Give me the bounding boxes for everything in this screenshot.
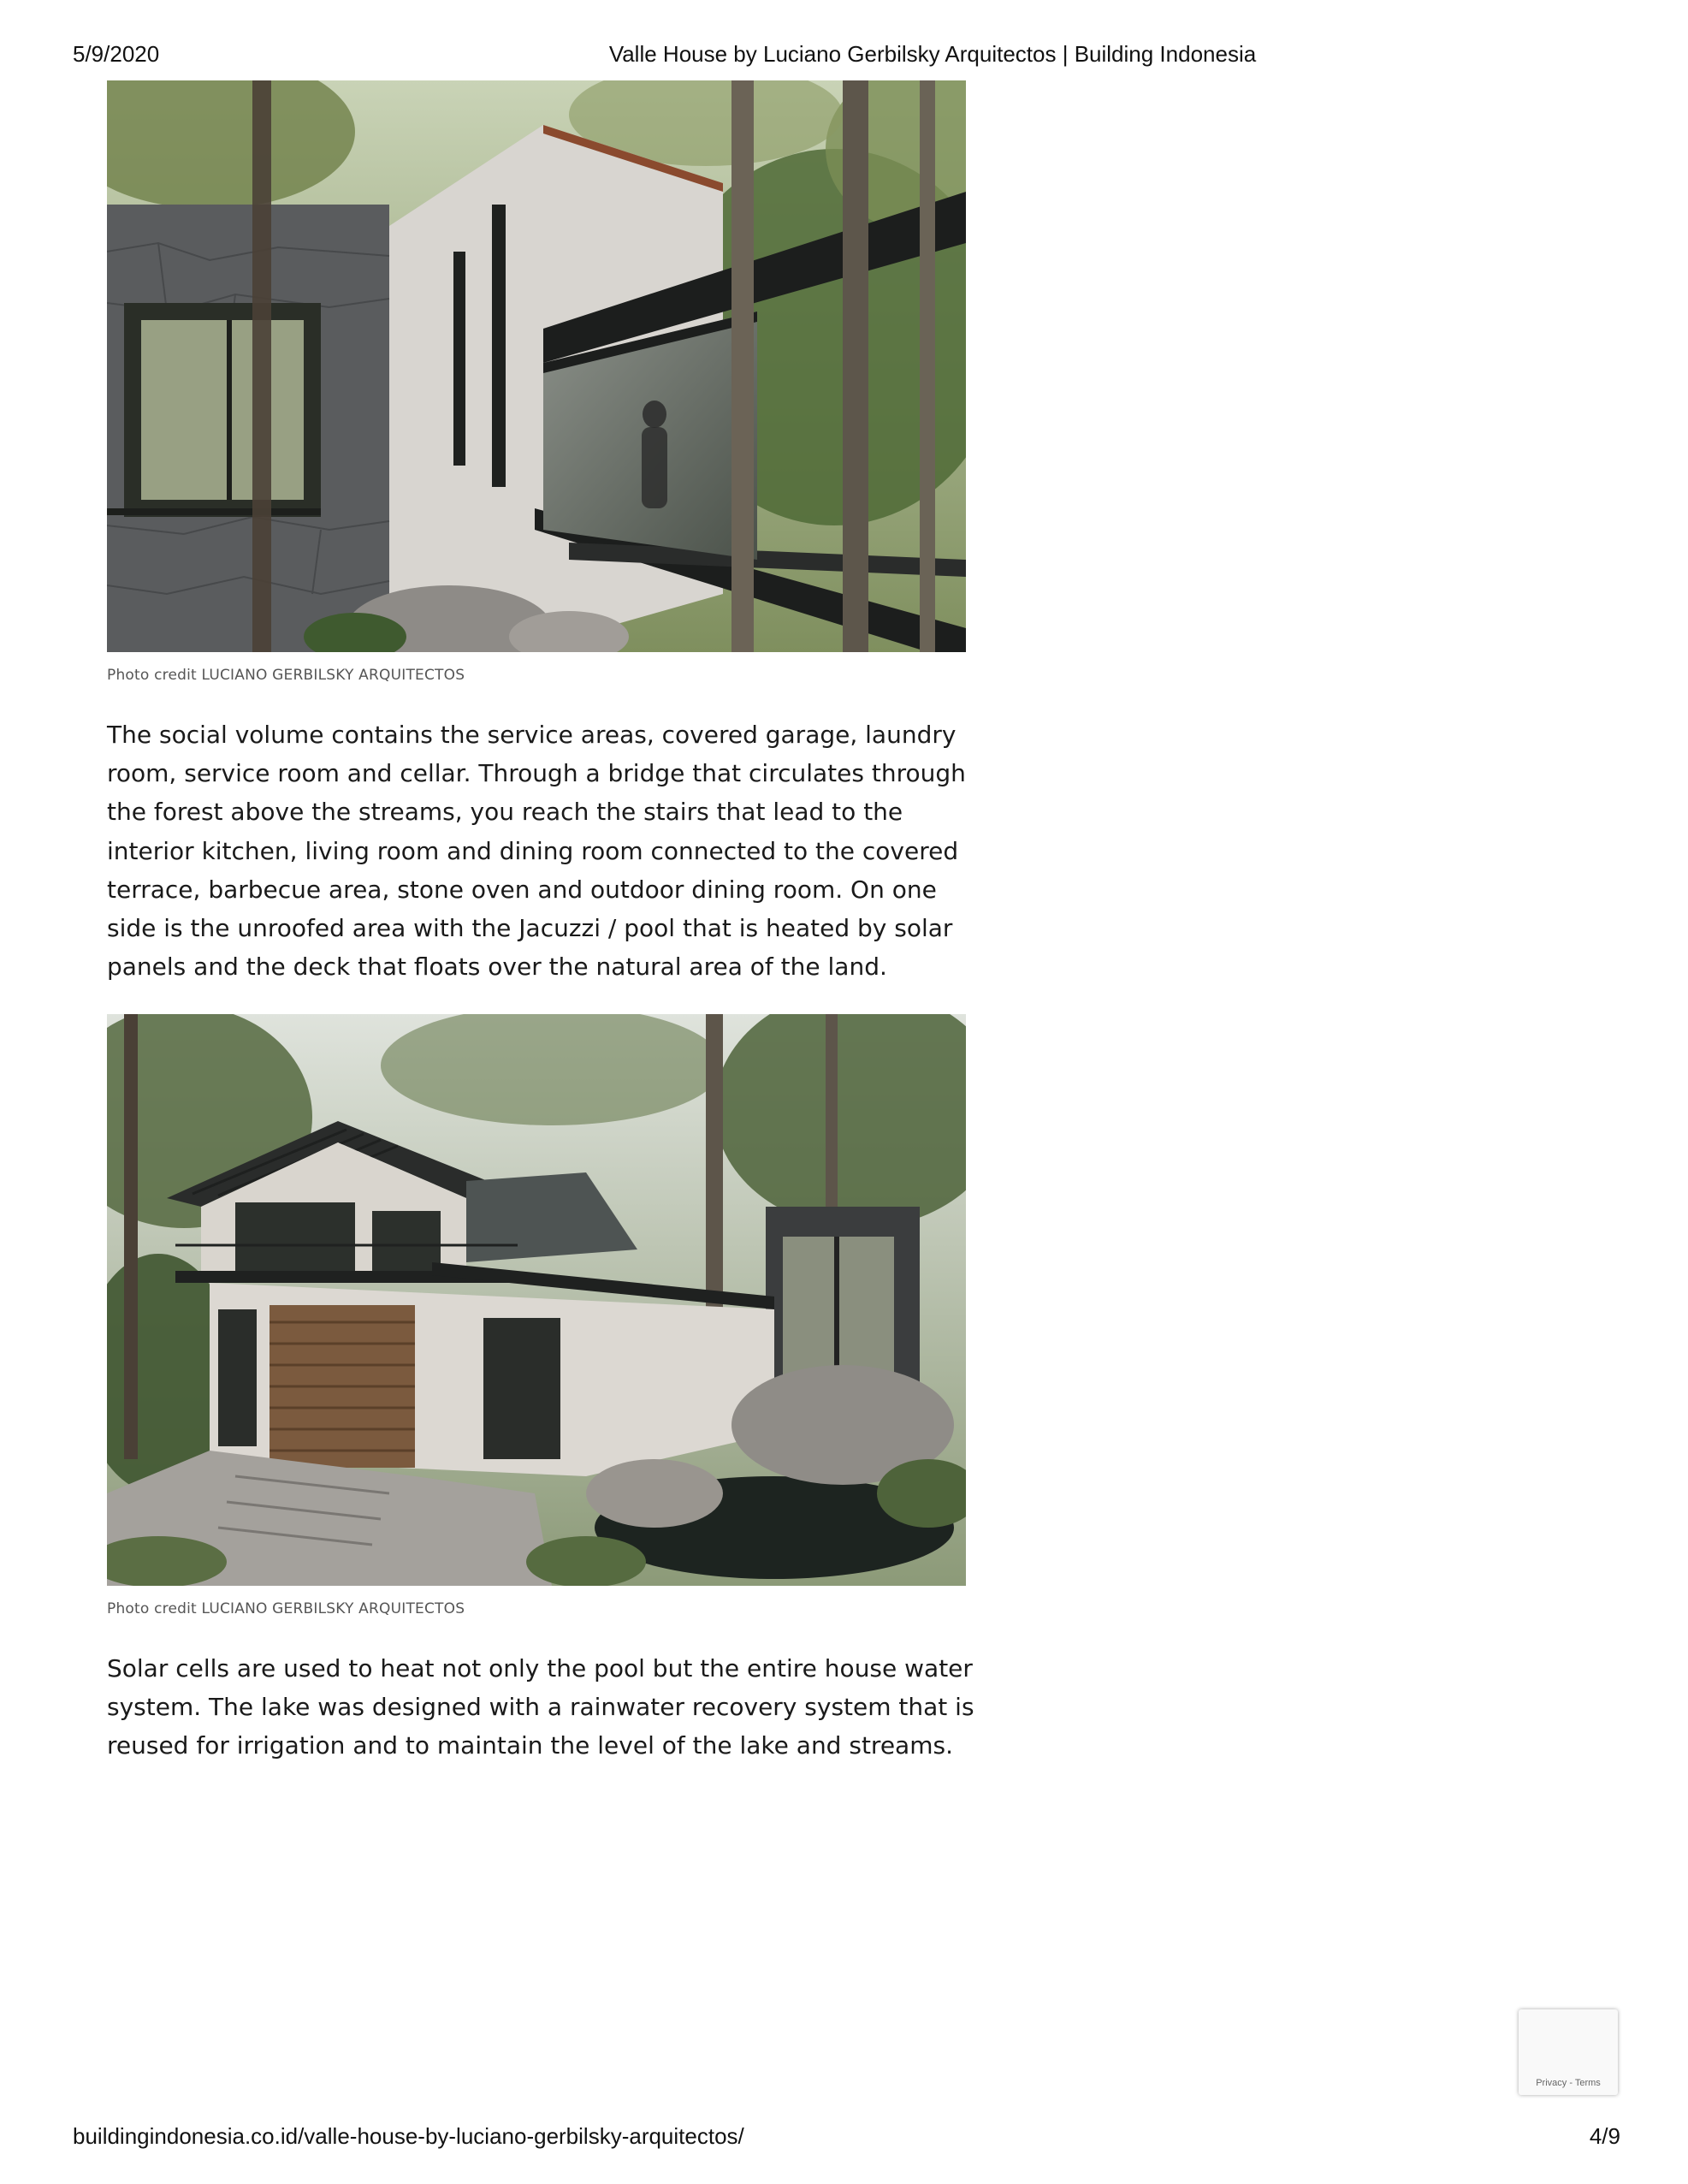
photo-illustration-terrace: [107, 1014, 966, 1586]
article-paragraph: Solar cells are used to heat not only the pool but the entire house water system. The lake was designed with a rainwater recovery system that is reused for irrigation and to maintain the level of the lake and streams.: [107, 1654, 974, 1760]
photo-caption: Photo credit LUCIANO GERBILSKY ARQUITECTOS: [107, 1600, 465, 1617]
recaptcha-badge[interactable]: [1519, 2009, 1618, 2095]
print-footer-url: buildingindonesia.co.id/valle-house-by-luciano-gerbilsky-arquitectos/: [73, 2123, 744, 2149]
recaptcha-terms-link[interactable]: Terms: [1574, 2078, 1601, 2088]
recaptcha-links: [1519, 2078, 1618, 2088]
print-page-number: 4/9: [1589, 2123, 1620, 2149]
recaptcha-privacy-link[interactable]: Privacy: [1536, 2078, 1567, 2088]
photo-caption: Photo credit LUCIANO GERBILSKY ARQUITECTOS: [107, 667, 465, 684]
print-page-title: Valle House by Luciano Gerbilsky Arquitectos | Building Indonesia: [608, 41, 1257, 67]
photo-illustration-bridge: [107, 80, 966, 652]
article-photo-terrace: [107, 1014, 966, 1586]
print-date: 5/9/2020: [73, 41, 160, 67]
recaptcha-separator: -: [1567, 2078, 1575, 2088]
article-paragraph: The social volume contains the service areas, covered garage, laundry room, service room and cellar. Through a bridge that circulates through the forest above the streams, you reach the stairs that lead to the interior kitchen, living room and dining room connected to the covered terrace, barbecue area, stone oven and outdoor dining room. On one side is the unroofed area with the Jacuzzi / pool that is heated by solar panels and the deck that floats over the natural area of the land.: [107, 721, 966, 982]
article-photo-bridge: [107, 80, 966, 652]
